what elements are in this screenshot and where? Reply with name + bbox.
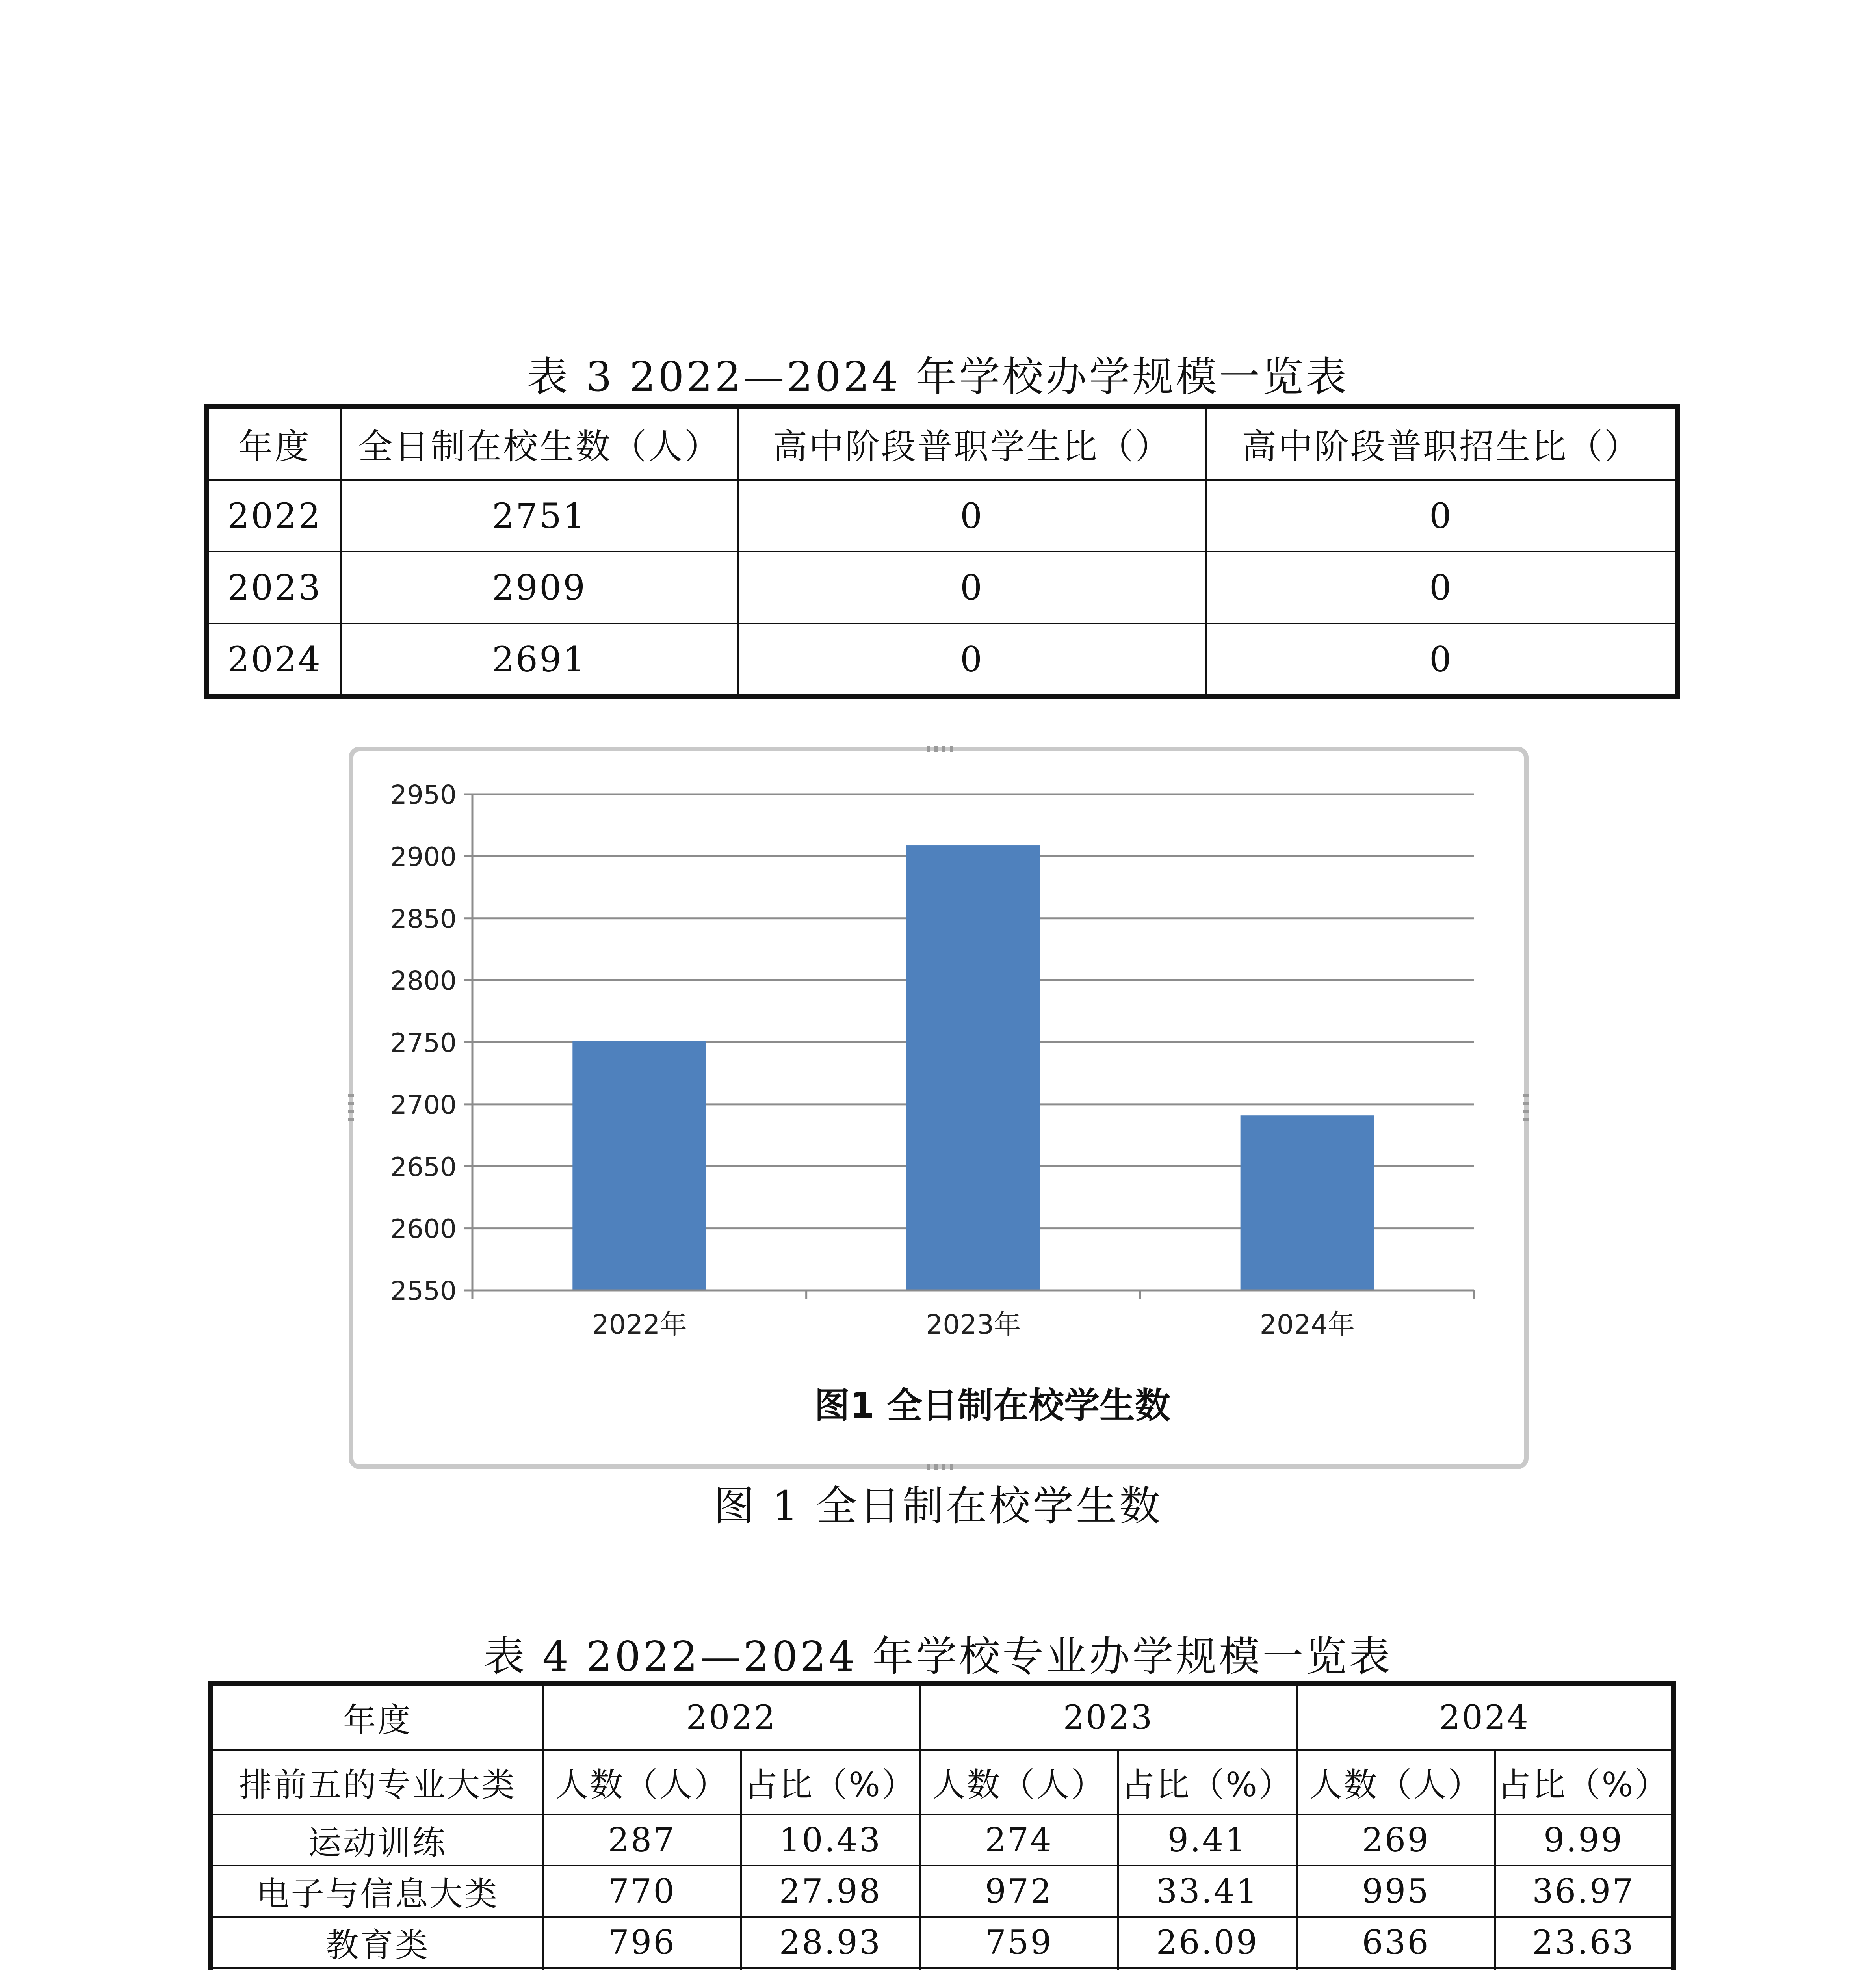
table4-year-row (211, 1684, 1674, 1750)
table-cell (741, 1968, 920, 1970)
table3-header-admission-ratio: 高中阶段普职招生比（） (1206, 407, 1678, 480)
table-cell: 27.98 (741, 1866, 920, 1917)
table4-year-2024: 2024 (1297, 1684, 1674, 1750)
table-cell (1495, 1968, 1674, 1970)
table-cell (543, 1968, 741, 1970)
chart-title: 图1 全日制在校学生数 (814, 1385, 1170, 1426)
table-cell (1297, 1968, 1495, 1970)
table-cell: 2691 (341, 623, 738, 697)
table-row (207, 480, 1678, 552)
table3-header-enrollment: 全日制在校生数（人） (341, 407, 738, 480)
table-cell: 0 (738, 552, 1206, 623)
table-cell: 636 (1297, 1917, 1495, 1968)
table-row (211, 1968, 1674, 1970)
table-cell (1118, 1968, 1297, 1970)
table-cell: 教育类 (211, 1917, 543, 1968)
table-cell (920, 1968, 1118, 1970)
bar-chart (353, 751, 1524, 1464)
table3-caption: 表 3 2022—2024 年学校办学规模一览表 (527, 353, 1349, 401)
y-tick-label: 2850 (390, 903, 457, 934)
table-cell: 9.41 (1118, 1814, 1297, 1866)
y-tick-label: 2600 (390, 1214, 457, 1244)
table-cell: 2024 (207, 623, 341, 697)
table4-count-label: 人数（人） (920, 1750, 1118, 1814)
chart-labels (390, 780, 1355, 1340)
y-tick-label: 2750 (390, 1028, 457, 1058)
y-tick-label: 2800 (390, 966, 457, 996)
table-cell: 0 (1206, 480, 1678, 552)
bar-2023年 (906, 845, 1040, 1290)
table-cell: 电子与信息大类 (211, 1866, 543, 1917)
table3-header-student-ratio: 高中阶段普职学生比（） (738, 407, 1206, 480)
table4 (208, 1681, 1676, 1970)
table-cell: 23.63 (1495, 1917, 1674, 1968)
x-tick-label: 2023年 (925, 1309, 1021, 1340)
table4-category-label: 排前五的专业大类 (211, 1750, 543, 1814)
table-cell: 26.09 (1118, 1917, 1297, 1968)
y-tick-label: 2650 (390, 1152, 457, 1182)
table4-subheader-row (211, 1750, 1674, 1814)
table4-caption: 表 4 2022—2024 年学校专业办学规模一览表 (483, 1632, 1393, 1680)
bar-2024年 (1241, 1115, 1374, 1290)
table-cell: 0 (1206, 552, 1678, 623)
table-cell: 796 (543, 1917, 741, 1968)
y-tick-label: 2950 (390, 780, 457, 810)
table-cell: 9.99 (1495, 1814, 1674, 1866)
y-tick-label: 2550 (390, 1276, 457, 1306)
table-row (211, 1814, 1674, 1866)
y-tick-label: 2900 (390, 842, 457, 872)
table4-ratio-label: 占比（%） (1495, 1750, 1674, 1814)
table4-count-label: 人数（人） (543, 1750, 741, 1814)
table-cell: 287 (543, 1814, 741, 1866)
table-cell: 759 (920, 1917, 1118, 1968)
table-row (207, 552, 1678, 623)
table-cell: 0 (738, 623, 1206, 697)
table-row (211, 1866, 1674, 1917)
y-tick-label: 2700 (390, 1089, 457, 1120)
table-cell: 10.43 (741, 1814, 920, 1866)
table-cell: 770 (543, 1866, 741, 1917)
table-cell: 0 (738, 480, 1206, 552)
table-cell: 2909 (341, 552, 738, 623)
table4-count-label: 人数（人） (1297, 1750, 1495, 1814)
bottom-resize-handle[interactable] (927, 1464, 958, 1470)
chart-bars (572, 845, 1374, 1290)
bar-2022年 (572, 1041, 706, 1290)
table-cell: 0 (1206, 623, 1678, 697)
table-cell: 运动训练 (211, 1814, 543, 1866)
table4-ratio-label: 占比（%） (1118, 1750, 1297, 1814)
table-cell: 274 (920, 1814, 1118, 1866)
x-tick-label: 2024年 (1259, 1309, 1355, 1340)
figure-caption: 图 1 全日制在校学生数 (713, 1482, 1163, 1530)
table-row (211, 1917, 1674, 1968)
table-cell: 972 (920, 1866, 1118, 1917)
table-cell: 33.41 (1118, 1866, 1297, 1917)
table-cell: 28.93 (741, 1917, 920, 1968)
table-cell: 2022 (207, 480, 341, 552)
table3-header-year: 年度 (207, 407, 341, 480)
chart-frame (349, 747, 1529, 1469)
x-tick-label: 2022年 (592, 1309, 687, 1340)
table-cell (211, 1968, 543, 1970)
table4-year-2022: 2022 (543, 1684, 920, 1750)
table4-ratio-label: 占比（%） (741, 1750, 920, 1814)
table3-header-row (207, 407, 1678, 480)
table-cell: 269 (1297, 1814, 1495, 1866)
table-cell: 36.97 (1495, 1866, 1674, 1917)
right-resize-handle[interactable] (1523, 1094, 1529, 1126)
table4-year-2023: 2023 (920, 1684, 1297, 1750)
table-cell: 995 (1297, 1866, 1495, 1917)
table-cell: 2023 (207, 552, 341, 623)
table-row (207, 623, 1678, 697)
table4-year-label: 年度 (211, 1684, 543, 1750)
table3 (204, 404, 1680, 699)
table-cell: 2751 (341, 480, 738, 552)
